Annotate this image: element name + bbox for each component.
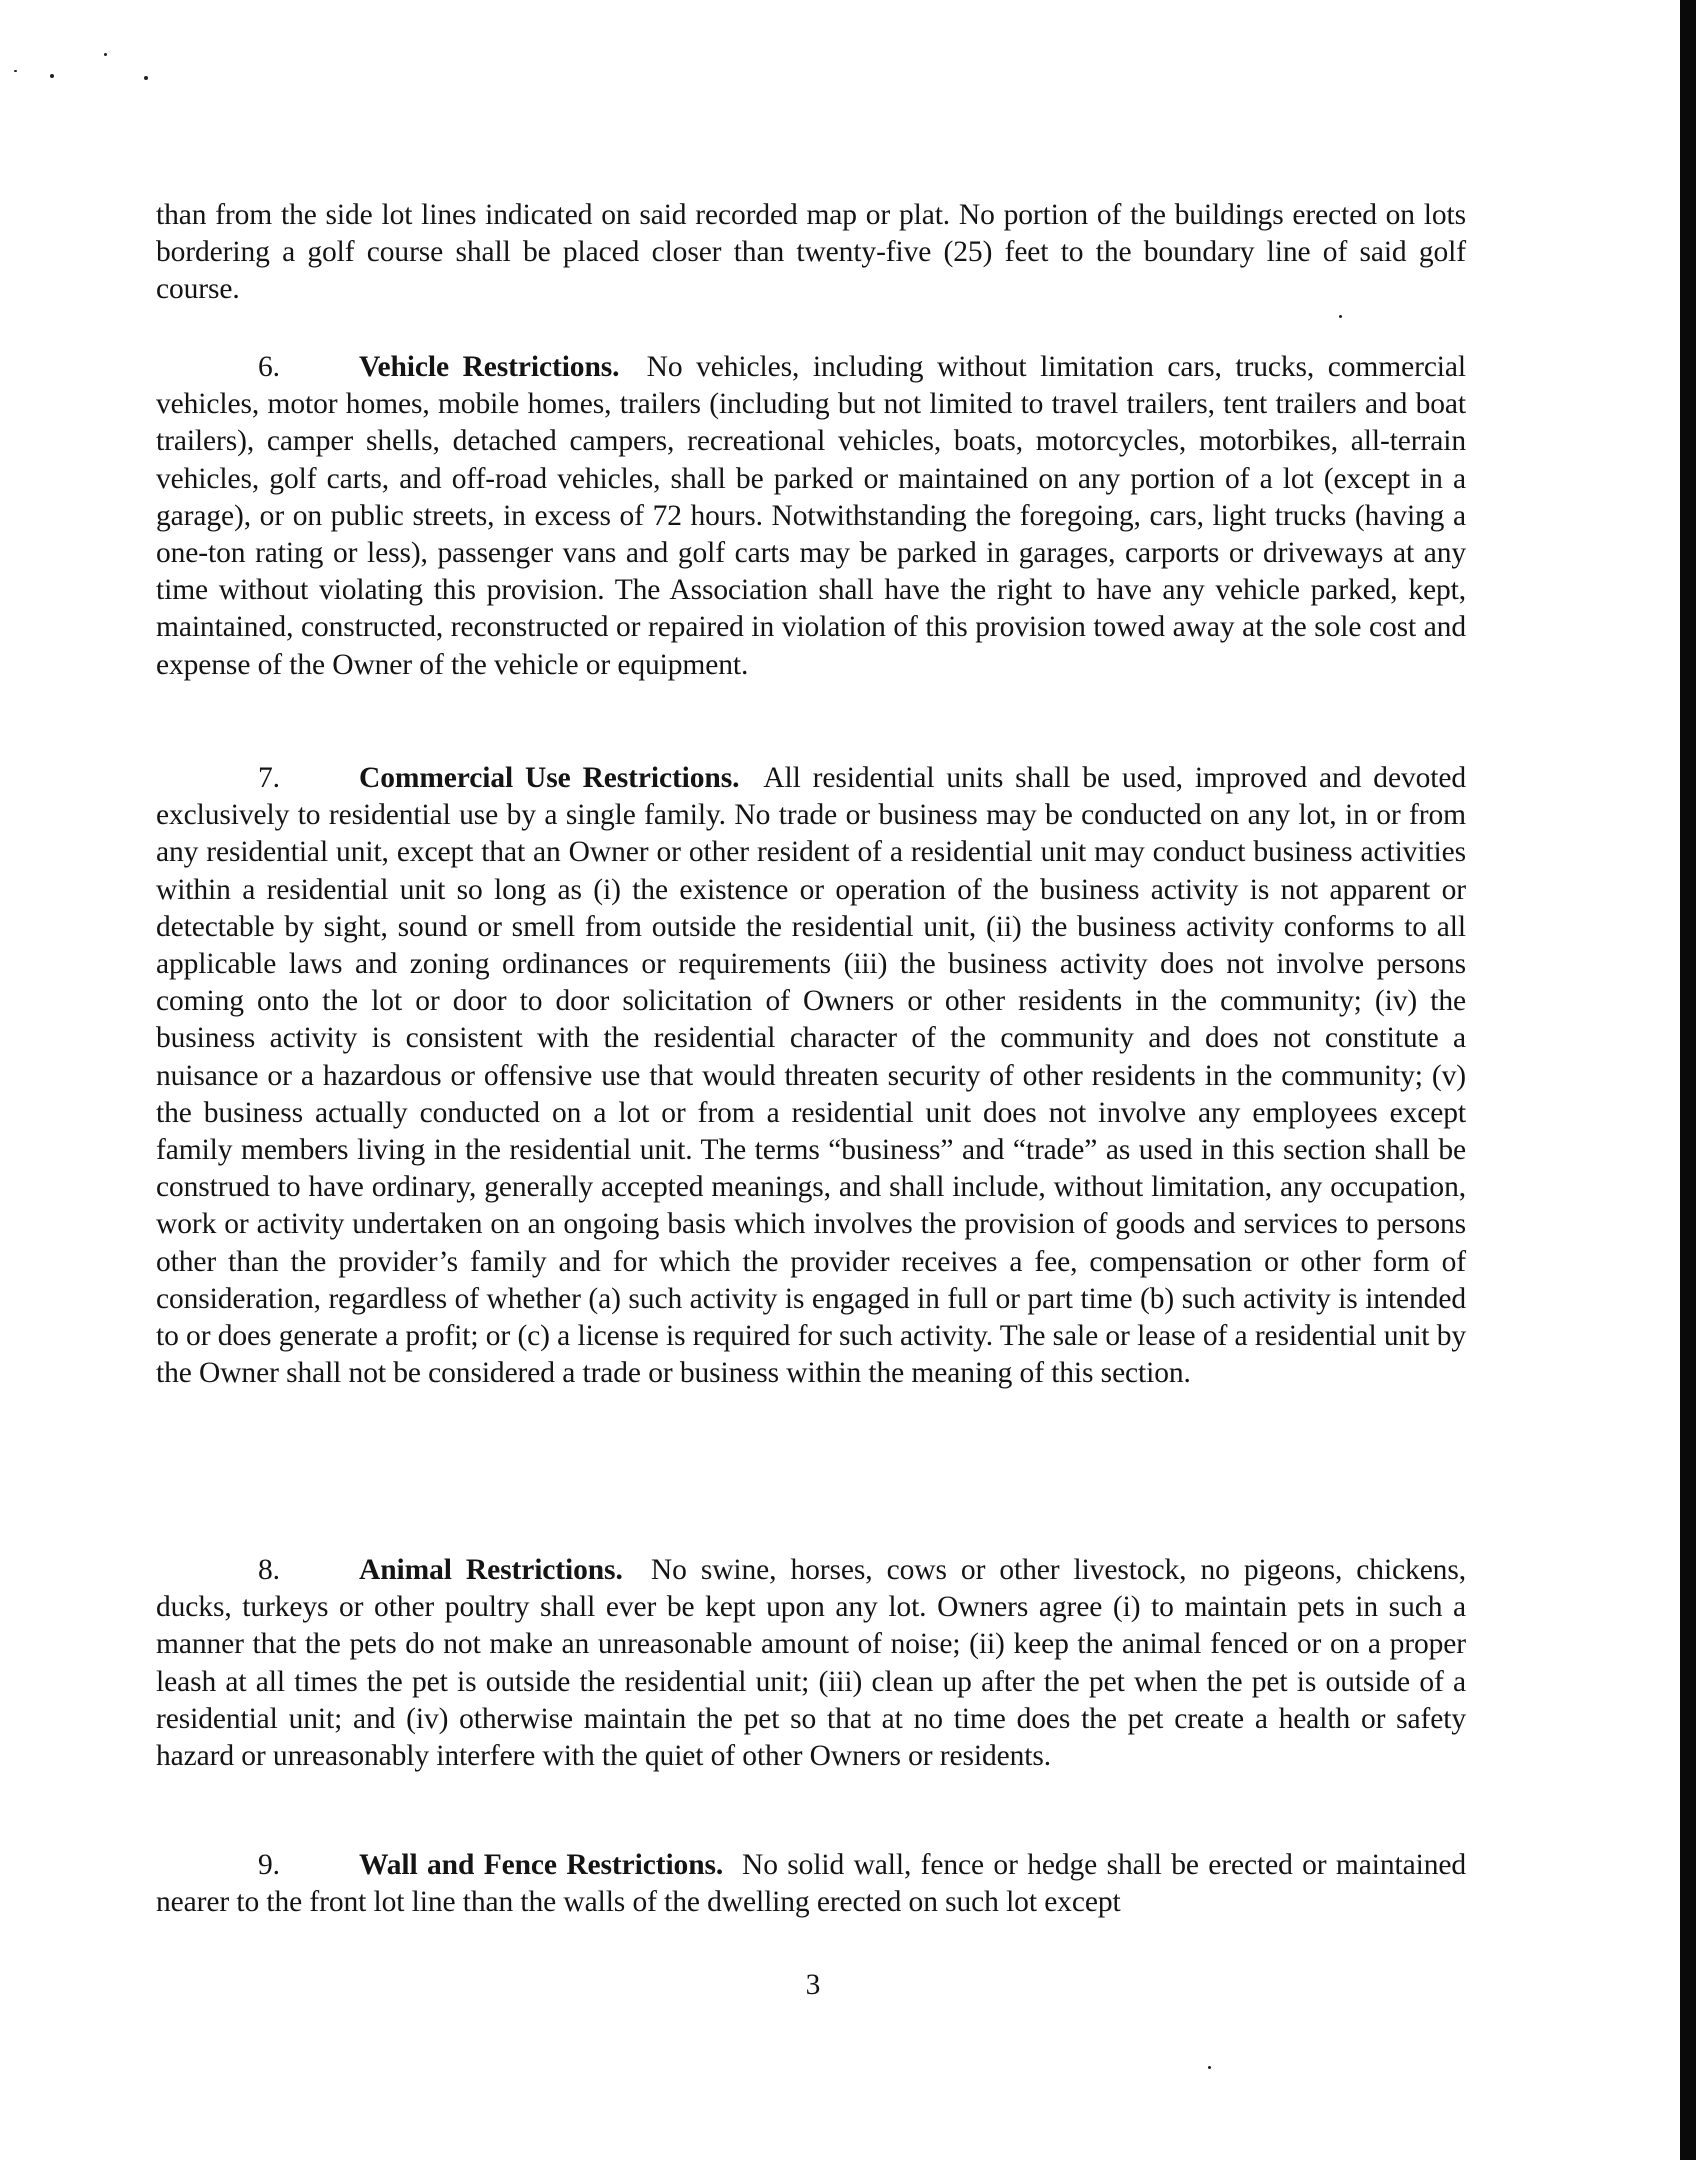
section-body: No solid wall, fence or hedge shall be erected or maintained nearer to the front lot line than the walls of the dwelling erected on such lot except: [156, 1849, 1466, 1919]
section-paragraph: [156, 760, 1466, 1392]
section-7: [156, 760, 1466, 1392]
section-number: 9.: [258, 1849, 280, 1881]
scan-speck: [104, 53, 107, 56]
section-body: All residential units shall be used, improved and devoted exclusively to residential use by a single family. No trade or business may be conducted on any lot, in or from any residential unit, except that an Owner or other resident of a residential unit may conduct business activities within a residential unit so long as (i) the existence or operation of the business activity is not apparent or detectable by sight, sound or smell from outside the residential unit, (ii) the business activity conforms to all applicable laws and zoning ordinances or requirements (iii) the business activity does not involve persons coming onto the lot or door to door solicitation of Owners or other residents in the community; (iv) the business activity is consistent with the residential character of the community and does not constitute a nuisance or a hazardous or offensive use that would threaten security of other residents in the community; (v) the business actually conducted on a lot or from a residential unit does not involve any employees except family members living in the residential unit. The terms “business” and “trade” as used in this section shall be construed to have ordinary, generally accepted meanings, and shall include, without limitation, any occupation, work or activity undertaken on an ongoing basis which involves the provision of goods and services to persons other than the provider’s family and for which the provider receives a fee, compensation or other form of consideration, regardless of whether (a) such activity is engaged in full or part time (b) such activity is intended to or does generate a profit; or (c) a license is required for such activity. The sale or lease of a residential unit by the Owner shall not be considered a trade or business within the meaning of this section.: [156, 762, 1466, 1390]
section-paragraph: [156, 349, 1466, 684]
section-number: 8.: [258, 1554, 280, 1586]
title-period: .: [612, 351, 620, 383]
continuation-paragraph: than from the side lot lines indicated on said recorded map or plat. No portion of the buildings erected on lots bordering a golf course shall be placed closer than twenty-five (25) feet to the boundary line of said golf course.: [156, 199, 1466, 306]
section-6: [156, 349, 1466, 684]
title-period: .: [615, 1554, 623, 1586]
section-title: Wall and Fence Restrictions: [359, 1849, 716, 1881]
section-9: [156, 1847, 1466, 1921]
section-body: No swine, horses, cows or other livestock, no pigeons, chickens, ducks, turkeys or other poultry shall ever be kept upon any lot. Owners agree (i) to maintain pets in such a manner that the pets do not make an unreasonable amount of noise; (ii) keep the animal fenced or on a proper leash at all times the pet is outside the residential unit; (iii) clean up after the pet when the pet is outside of a residential unit; and (iv) otherwise maintain the pet so that at no time does the pet create a health or safety hazard or unreasonably interfere with the quiet of other Owners or residents.: [156, 1554, 1466, 1773]
section-title: Animal Restrictions: [359, 1554, 616, 1586]
section-number: 7.: [258, 762, 280, 794]
section-number: 6.: [258, 351, 280, 383]
section-8: [156, 1552, 1466, 1775]
scan-speck: [14, 70, 17, 72]
section-paragraph: [156, 1552, 1466, 1775]
section-title: Commercial Use Restrictions: [359, 762, 733, 794]
scan-speck: [1208, 2066, 1211, 2069]
scan-speck: [50, 74, 54, 78]
title-period: .: [715, 1849, 724, 1881]
page-number: 3: [805, 1969, 821, 2001]
scan-edge-shadow: [1680, 0, 1696, 2160]
section-body: No vehicles, including without limitation cars, trucks, commercial vehicles, motor homes, mobile homes, trailers (including but not limited to travel trailers, tent trailers and boat trailers), camper shells, detached campers, recreational vehicles, boats, motorcycles, motorbikes, all-terrain vehicles, golf carts, and off-road vehicles, shall be parked or maintained on any portion of a lot (except in a garage), or on public streets, in excess of 72 hours. Notwithstanding the foregoing, cars, light trucks (having a one-ton rating or less), passenger vans and golf carts may be parked in garages, carports or driveways at any time without violating this provision. The Association shall have the right to have any vehicle parked, kept, maintained, constructed, reconstructed or repaired in violation of this provision towed away at the sole cost and expense of the Owner of the vehicle or equipment.: [156, 351, 1466, 681]
scan-speck: [144, 76, 148, 80]
scan-speck: [1339, 315, 1342, 318]
body-text: [156, 197, 1466, 309]
title-period: .: [732, 762, 740, 794]
section-paragraph: [156, 1847, 1466, 1921]
section-title: Vehicle Restrictions: [359, 351, 613, 383]
